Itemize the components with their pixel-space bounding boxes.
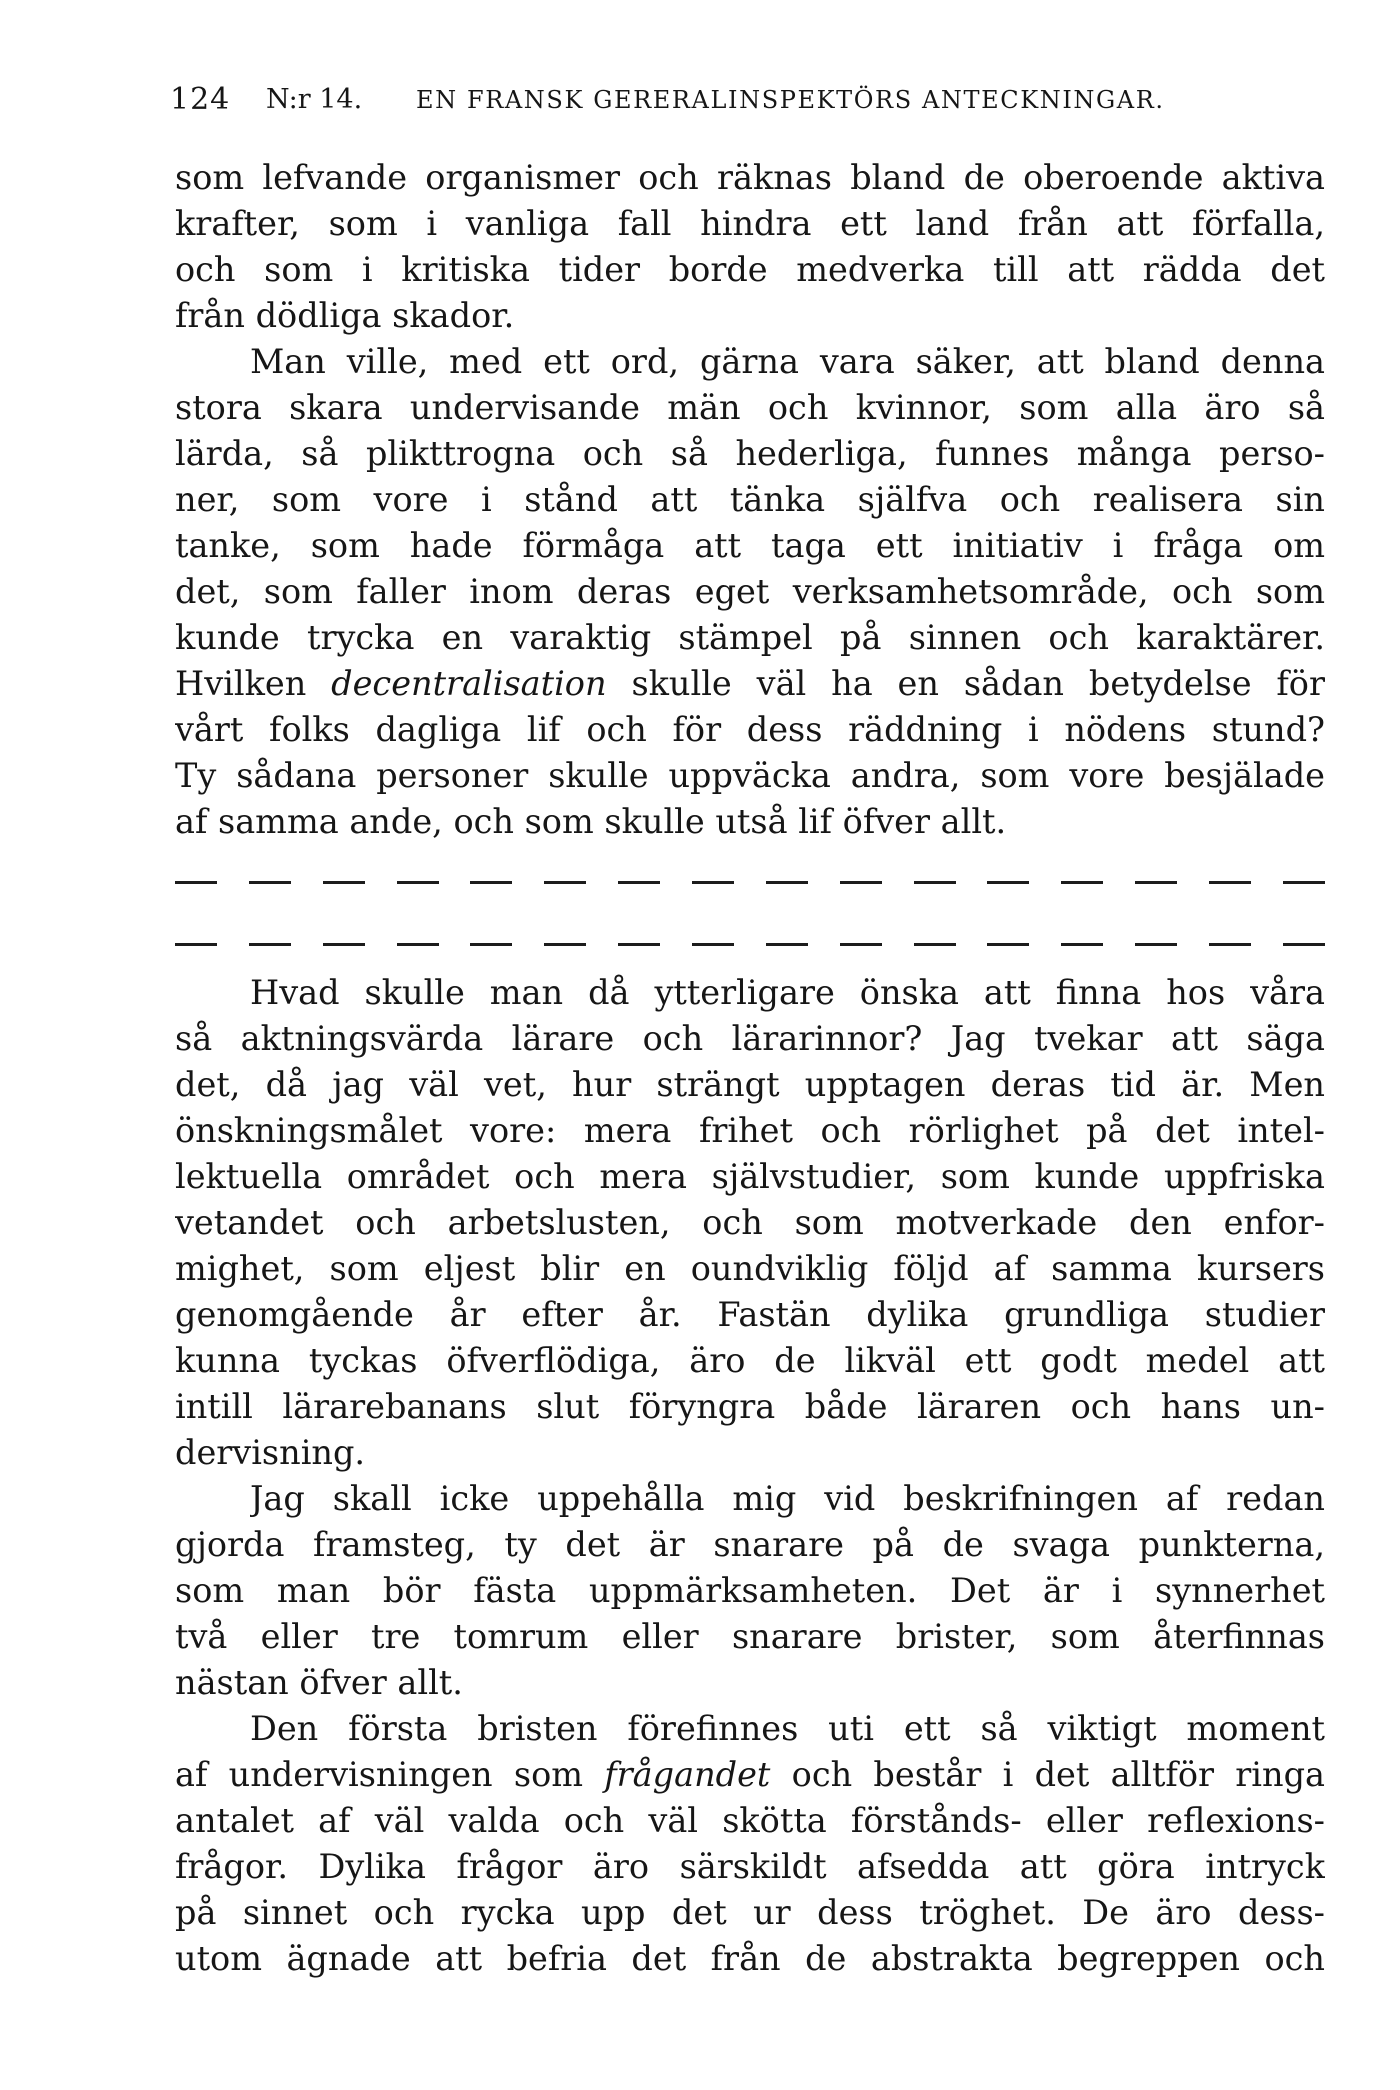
text-line: och som i kritiska tider borde medverka till att rädda det	[175, 250, 1325, 289]
issue-number: N:r 14.	[266, 84, 363, 115]
running-title: EN FRANSK GERERALINSPEKTÖRS ANTECKNINGAR.	[416, 86, 1165, 114]
ellipsis-dash-row	[175, 878, 1325, 886]
text-line: utom ägnade att befria det från de abstrakta begreppen och	[175, 1939, 1325, 1978]
text-line: gjorda framsteg, ty det är snarare på de svaga punkterna,	[175, 1525, 1325, 1564]
text-line: dervisning.	[175, 1433, 366, 1472]
italic-term: decentralisation	[331, 664, 607, 703]
text-line: Jag skall icke uppehålla mig vid beskrifningen af redan	[250, 1479, 1325, 1518]
text-line: kunde trycka en varaktig stämpel på sinnen och karaktärer.	[175, 618, 1325, 657]
text-line: frågor. Dylika frågor äro särskildt afsedda att göra intryck	[175, 1847, 1325, 1886]
text-line: af samma ande, och som skulle utså lif öfver allt.	[175, 802, 1007, 841]
text-line: Man ville, med ett ord, gärna vara säker, att bland denna	[250, 342, 1325, 381]
text-line: genomgående år efter år. Fastän dylika grundliga studier	[175, 1295, 1325, 1334]
text-line: stora skara undervisande män och kvinnor, som alla äro så	[175, 388, 1325, 427]
text-line: af undervisningen som frågandet och består i det alltför ringa	[175, 1755, 1325, 1794]
text-line: det, som faller inom deras eget verksamhetsområde, och som	[175, 572, 1325, 611]
text-line: det, då jag väl vet, hur strängt upptagen deras tid är. Men	[175, 1065, 1325, 1104]
text-line: Hvad skulle man då ytterligare önska att finna hos våra	[250, 973, 1325, 1012]
text-line: mighet, som eljest blir en oundviklig följd af samma kursers	[175, 1249, 1325, 1288]
text-line: antalet af väl valda och väl skötta förstånds- eller reflexions-	[175, 1801, 1325, 1840]
ellipsis-dash-row	[175, 940, 1325, 948]
text-line: önskningsmålet vore: mera frihet och rörlighet på det intel-	[175, 1111, 1325, 1150]
text-line: från dödliga skador.	[175, 296, 515, 335]
text-line: som man bör fästa uppmärksamheten. Det är i synnerhet	[175, 1571, 1325, 1610]
text-line: Ty sådana personer skulle uppväcka andra, som vore besjälade	[175, 756, 1325, 795]
text-line: tanke, som hade förmåga att taga ett initiativ i fråga om	[175, 526, 1325, 565]
text-line: Den första bristen förefinnes uti ett så viktigt moment	[250, 1709, 1325, 1748]
text-line: intill lärarebanans slut föryngra både läraren och hans un-	[175, 1387, 1325, 1426]
running-header	[170, 82, 1330, 122]
text-line: krafter, som i vanliga fall hindra ett land från att förfalla,	[175, 204, 1325, 243]
page-number: 124	[170, 82, 231, 117]
text-line: vårt folks dagliga lif och för dess räddning i nödens stund?	[175, 710, 1325, 749]
text-line: nästan öfver allt.	[175, 1663, 463, 1702]
text-line: vetandet och arbetslusten, och som motverkade den enfor-	[175, 1203, 1325, 1242]
text-line: två eller tre tomrum eller snarare brister, som återfinnas	[175, 1617, 1325, 1656]
text-line: kunna tyckas öfverflödiga, äro de likväl ett godt medel att	[175, 1341, 1325, 1380]
text-line: lektuella området och mera självstudier, som kunde uppfriska	[175, 1157, 1325, 1196]
italic-term: frågandet	[604, 1755, 771, 1794]
text-line: så aktningsvärda lärare och lärarinnor? Jag tvekar att säga	[175, 1019, 1325, 1058]
text-line: ner, som vore i stånd att tänka själfva och realisera sin	[175, 480, 1325, 519]
text-line: Hvilken decentralisation skulle väl ha en sådan betydelse för	[175, 664, 1325, 703]
text-line: lärda, så plikttrogna och så hederliga, funnes många perso-	[175, 434, 1325, 473]
text-line: som lefvande organismer och räknas bland de oberoende aktiva	[175, 158, 1325, 197]
text-line: på sinnet och rycka upp det ur dess tröghet. De äro dess-	[175, 1893, 1325, 1932]
